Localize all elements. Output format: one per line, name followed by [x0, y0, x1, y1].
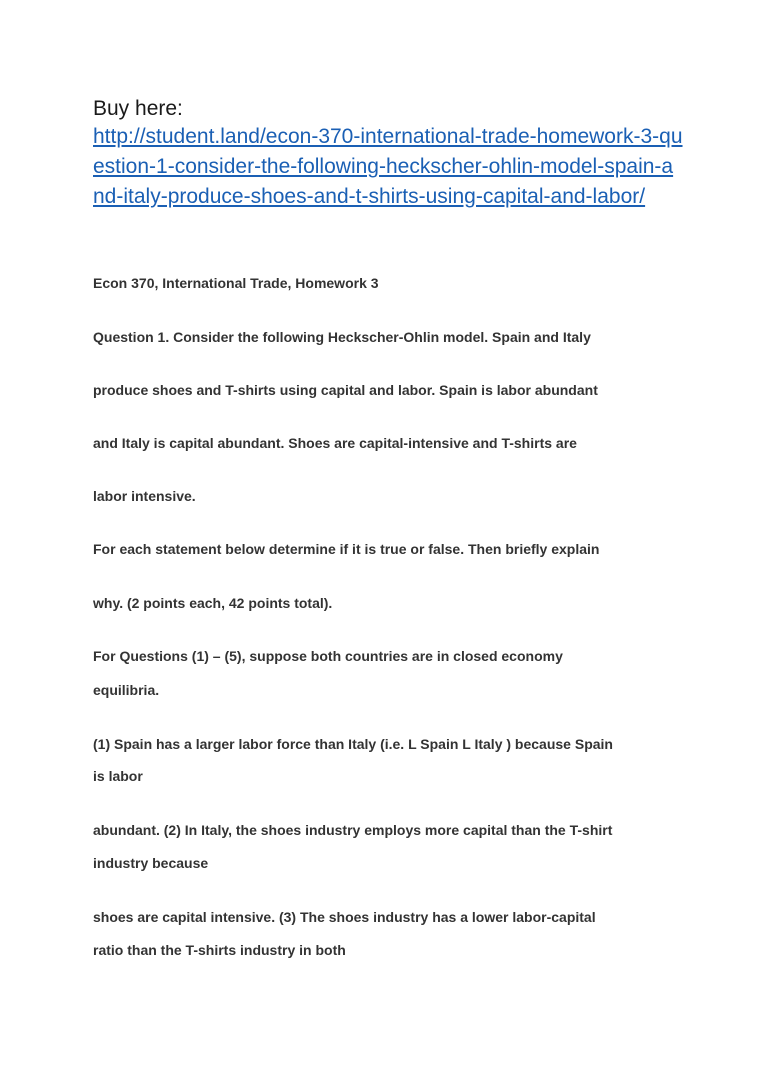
paragraph-line: ratio than the T-shirts industry in both [93, 942, 346, 958]
paragraph-line: and Italy is capital abundant. Shoes are capital-intensive and T-shirts are [93, 435, 577, 451]
paragraph-line: equilibria. [93, 682, 160, 698]
paragraph-line: abundant. (2) In Italy, the shoes industry employs more capital than the T-shirt [93, 822, 613, 838]
paragraph-line: industry because [93, 855, 209, 871]
paragraph-line: (1) Spain has a larger labor force than Italy (i.e. L Spain L Italy ) because Spain [93, 736, 613, 752]
paragraph-line: Question 1. Consider the following Heckscher-Ohlin model. Spain and Italy [93, 329, 591, 345]
document-page [93, 95, 683, 212]
paragraph-line: For Questions (1) – (5), suppose both countries are in closed economy [93, 648, 563, 664]
paragraph-line: shoes are capital intensive. (3) The shoes industry has a lower labor-capital [93, 909, 596, 925]
paragraph-line: labor intensive. [93, 488, 196, 504]
paragraph-line: For each statement below determine if it is true or false. Then briefly explain [93, 541, 600, 557]
paragraph-line: why. (2 points each, 42 points total). [93, 595, 333, 611]
buy-link[interactable]: http://student.land/econ-370-international-trade-homework-3-question-1-consider-the-following-heckscher-ohlin-model-spain-and-italy-produce-shoes-and-t-shirts-using-capital-and-labor/ [93, 125, 683, 208]
buy-here-label: Buy here: [93, 97, 183, 120]
document-title: Econ 370, International Trade, Homework 3 [93, 275, 379, 291]
paragraph-line: is labor [93, 768, 143, 784]
paragraph-line: produce shoes and T-shirts using capital and labor. Spain is labor abundant [93, 382, 598, 398]
